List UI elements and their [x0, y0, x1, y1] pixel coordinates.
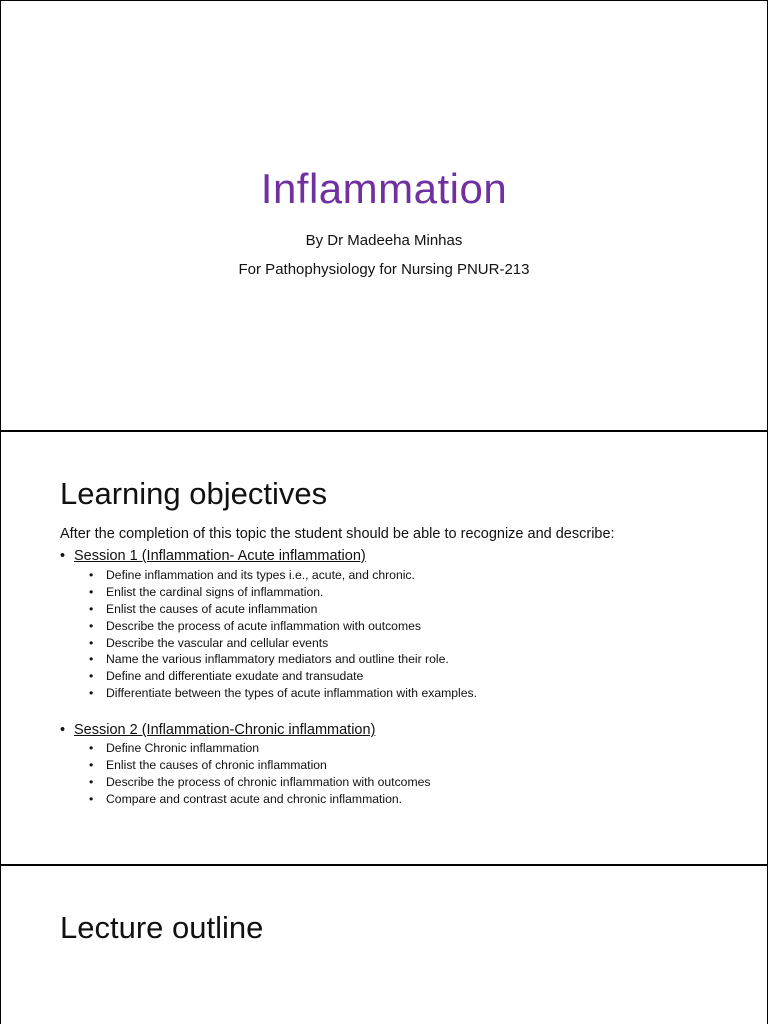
- list-item: • Differentiate between the types of acute inflammation with examples.: [89, 686, 478, 701]
- slide-title: Inflammation: [260, 165, 508, 212]
- list-item: • Name the various inflammatory mediators and outline their role.: [89, 652, 449, 667]
- session-2-label: Session 2 (Inflammation-Chronic inflammation): [74, 722, 376, 738]
- slide-heading: Lecture outline: [60, 910, 264, 945]
- session-1-label: Session 1 (Inflammation- Acute inflammation): [74, 548, 366, 564]
- title-slide: [0, 0, 768, 432]
- bullet: •: [60, 548, 66, 564]
- list-item: • Define inflammation and its types i.e., acute, and chronic.: [89, 568, 415, 582]
- session-1-heading: [60, 548, 366, 564]
- list-item: • Describe the process of chronic inflammation with outcomes: [89, 774, 431, 789]
- list-item: • Enlist the causes of acute inflammation: [89, 601, 318, 616]
- list-item: • Define and differentiate exudate and transudate: [89, 669, 364, 684]
- learning-objectives-slide: [0, 432, 768, 866]
- author-line: By Dr Madeeha Minhas: [305, 232, 463, 249]
- lecture-outline-slide: [0, 866, 768, 1024]
- bullet: •: [60, 722, 66, 738]
- course-line: For Pathophysiology for Nursing PNUR-213: [238, 261, 530, 278]
- slide-heading: Learning objectives: [60, 476, 328, 511]
- list-item: • Describe the vascular and cellular events: [89, 635, 329, 650]
- session-1-objectives: [89, 567, 477, 702]
- list-item: • Compare and contrast acute and chronic inflammation.: [89, 791, 403, 806]
- list-item: • Enlist the cardinal signs of inflammation.: [89, 584, 324, 599]
- list-item: • Define Chronic inflammation: [89, 741, 260, 755]
- list-item: • Enlist the causes of chronic inflammation: [89, 757, 327, 772]
- session-2-heading: [60, 722, 375, 738]
- intro-text: After the completion of this topic the student should be able to recognize and describe:: [60, 526, 615, 542]
- list-item: • Describe the process of acute inflammation with outcomes: [89, 618, 421, 633]
- session-2-objectives: [89, 740, 430, 808]
